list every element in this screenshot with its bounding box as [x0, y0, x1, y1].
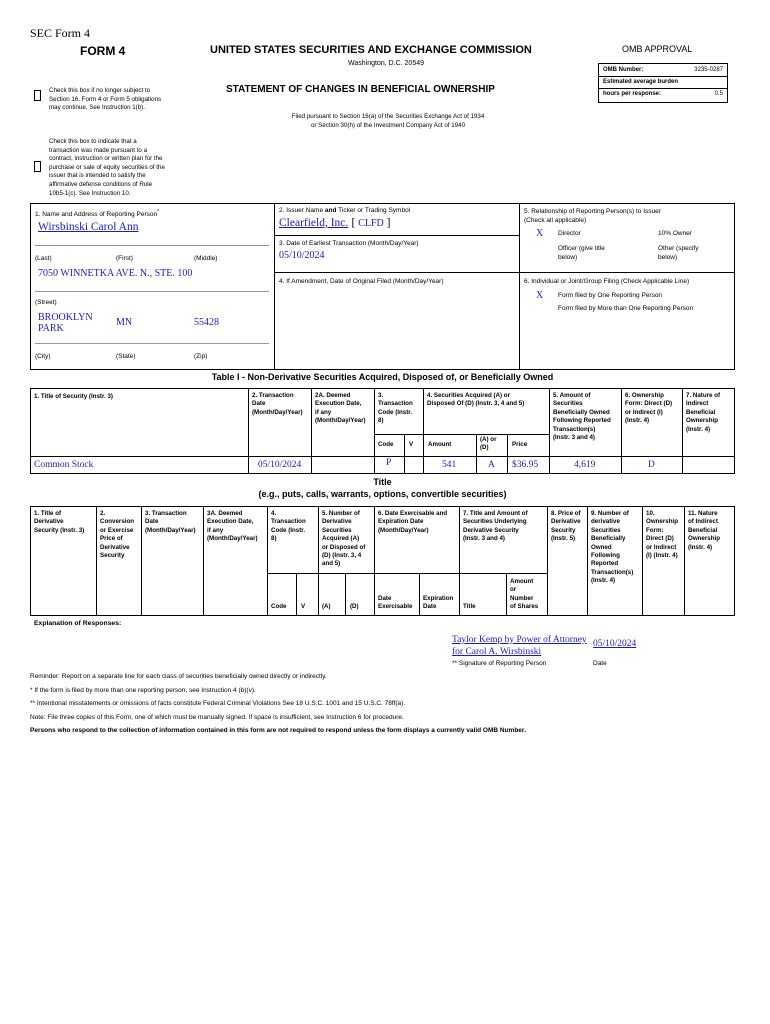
other-label: Other (specify below)	[658, 245, 699, 261]
t1-h6: 6. Ownership Form: Direct (D) or Indirect (I) (Instr. 4)	[625, 392, 673, 425]
filed-pursuant: Filed pursuant to Section 16(a) of the Securities Exchange Act of 1934 or Section 30(h) of the Investment Company Act of 1940	[291, 113, 485, 129]
multi-person-label: Form filed by More than One Reporting Person	[558, 305, 694, 312]
t1-h2a: 2A. Deemed Execution Date, if any (Month/Day/Year)	[315, 392, 366, 425]
street-address: 7050 WINNETKA AVE. N., STE. 100	[38, 268, 193, 279]
t2-h3: 3. Transaction Date (Month/Day/Year)	[145, 510, 196, 534]
rule10b5-checkbox[interactable]	[34, 161, 41, 172]
omb-approval-title: OMB APPROVAL	[622, 44, 693, 54]
state-label: (State)	[116, 353, 136, 360]
t2-h9: 9. Number of derivative Securities Beneficially Owned Following Reported Transaction(s) (Instr. 4)	[591, 510, 634, 585]
t1-h4: 4. Securities Acquired (A) or Disposed Of (D) (Instr. 3, 4 and 5)	[427, 392, 525, 408]
t2-h7: 7. Title and Amount of Securities Underlying Derivative Security (Instr. 3 and 4)	[463, 510, 528, 543]
table1-title: Table I - Non-Derivative Securities Acquired, Disposed of, or Beneficially Owned	[211, 372, 554, 382]
t2-h6: 6. Date Exercisable and Expiration Date (Month/Day/Year)	[378, 510, 448, 534]
t1-row-form: D	[648, 460, 655, 470]
t2-expiration-header: Expiration Date	[423, 595, 454, 611]
t1-h5: 5. Amount of Securities Beneficially Owned Following Reported Transaction(s) (Instr. 3 and 4)	[553, 392, 611, 442]
t1-row-owned: 4,619	[574, 460, 596, 470]
rule10b5-text: Check this box to indicate that a transaction was made pursuant to a contract, instruction or written plan for the purchase or sale of equity securities of the issuer that is intended to satisfy the affirmative defense conditions of Rule 10b5-1(c). See Instruction 10.	[49, 138, 165, 197]
one-person-label: Form filed by One Reporting Person	[558, 292, 663, 299]
t2-h10: 10. Ownership Form: Direct (D) or Indirect (I) (Instr. 4)	[646, 510, 678, 560]
t1-row-code: P	[386, 458, 392, 468]
reporting-person-label: 1. Name and Address of Reporting Person*	[35, 209, 160, 219]
agency-location: Washington, D.C. 20549	[348, 60, 425, 67]
omb-number-label: OMB Number:	[603, 67, 644, 73]
reminder-note: Reminder: Report on a separate line for each class of securities beneficially owned directly or indirectly.	[30, 673, 327, 680]
amendment-label: 4. If Amendment, Date of Original Filed (Month/Day/Year)	[279, 278, 444, 285]
t2-h11: 11. Nature of Indirect Beneficial Ownership (Instr. 4)	[688, 510, 720, 551]
issuer-name: Clearfield, Inc.	[279, 217, 349, 229]
ten-percent-owner-label: 10% Owner	[658, 230, 692, 237]
t1-v-header: V	[409, 441, 414, 448]
signature-label: ** Signature of Reporting Person	[452, 660, 547, 667]
t1-row-amount: 541	[442, 460, 457, 470]
t1-row-aord: A	[488, 460, 495, 470]
t2-h2: 2. Conversion or Exercise Price of Derivative Security	[100, 510, 135, 560]
t1-row-title: Common Stock	[34, 460, 94, 470]
t2-h5: 5. Number of Derivative Securities Acquired (A) or Disposed of (D) (Instr. 3, 4 and 5)	[322, 510, 366, 568]
issuer-label: 2. Issuer Name and Ticker or Trading Symbol	[279, 207, 411, 214]
explanation-label: Explanation of Responses:	[34, 620, 122, 627]
t2-amount-header: Amount or Number of Shares	[510, 578, 539, 611]
t2-d-header: (D)	[350, 603, 359, 610]
city-label: (City)	[35, 353, 51, 360]
t1-row-date: 05/10/2024	[258, 460, 302, 470]
relationship-label: 5. Relationship of Reporting Person(s) to Issuer (Check all applicable)	[524, 208, 661, 224]
officer-label: Officer (give title below)	[558, 245, 605, 261]
signature: Taylor Kemp by Power of Attorney for Carol A. Wirsbinski	[452, 635, 587, 657]
t1-row-price: $36.95	[512, 460, 539, 470]
t2-h8: 8. Price of Derivative Security (Instr. 5)	[551, 510, 581, 543]
t2-title-header: Title	[463, 603, 476, 610]
t1-h7: 7. Nature of Indirect Beneficial Ownership (Instr. 4)	[686, 392, 721, 433]
multi-person-note: * If the form is filed by more than one reporting person, see Instruction 4 (b)(v).	[30, 687, 256, 694]
t2-code-header: Code	[271, 603, 287, 610]
omb-box	[598, 63, 728, 103]
issuer-name-line: Clearfield, Inc. [ CLFD ]	[279, 217, 391, 229]
zip-label: (Zip)	[194, 353, 208, 360]
omb-hours-label: hours per response:	[603, 91, 662, 97]
earliest-transaction-label: 3. Date of Earliest Transaction (Month/Day/Year)	[279, 240, 419, 247]
reporting-person-name: Wirsbinski Carol Ann	[38, 221, 139, 233]
filing-label: 6. Individual or Joint/Group Filing (Check Applicable Line)	[524, 278, 690, 285]
zip: 55428	[194, 317, 219, 328]
copies-note: Note: File three copies of this Form, one of which must be manually signed. If space is insufficient, see Instruction 6 for procedure.	[30, 714, 404, 721]
ticker-symbol: CLFD	[358, 218, 384, 229]
t1-price-header: Price	[512, 441, 528, 448]
section16-text: Check this box if no longer subject to Section 16. Form 4 or Form 5 obligations may continue. See Instruction 1(b).	[49, 87, 162, 112]
earliest-transaction-date: 05/10/2024	[279, 250, 325, 261]
t1-amount-header: Amount	[428, 441, 452, 448]
table2-title: Title (e.g., puts, calls, warrants, options, convertible securities)	[258, 477, 507, 499]
signature-date: 05/10/2024	[593, 639, 637, 649]
statement-title: STATEMENT OF CHANGES IN BENEFICIAL OWNERSHIP	[226, 84, 495, 95]
omb-number: 3235-0287	[694, 67, 723, 73]
violations-note: ** Intentional misstatements or omissions of facts constitute Federal Criminal Violations See 18 U.S.C. 1001 and 15 U.S.C. 78ff(a).	[30, 700, 406, 707]
date-label: Date	[593, 660, 607, 667]
t2-h3a: 3A. Deemed Execution Date, if any (Month/Day/Year)	[207, 510, 258, 543]
street-label: (Street)	[35, 299, 57, 306]
director-label: Director	[558, 230, 581, 237]
t1-code-header: Code	[378, 441, 394, 448]
omb-burden-label: Estimated average burden	[603, 79, 679, 85]
t2-v-header: V	[301, 603, 306, 610]
section16-checkbox[interactable]	[34, 90, 41, 101]
form-title: FORM 4	[80, 44, 126, 58]
t1-h2: 2. Transaction Date (Month/Day/Year)	[252, 392, 303, 416]
agency-title: UNITED STATES SECURITIES AND EXCHANGE COMMISSION	[210, 44, 532, 56]
last-label: (Last)	[35, 255, 52, 262]
t1-h1: 1. Title of Security (Instr. 3)	[34, 393, 113, 400]
director-mark[interactable]: X	[536, 228, 544, 239]
state: MN	[116, 317, 133, 328]
t2-date-exercisable-header: Date Exercisable	[378, 595, 413, 611]
city: BROOKLYN PARK	[38, 312, 93, 334]
t2-h1: 1. Title of Derivative Security (Instr. 3)	[34, 510, 85, 534]
first-label: (First)	[116, 255, 133, 262]
middle-label: (Middle)	[194, 255, 218, 262]
sec-form-label: SEC Form 4	[30, 26, 91, 40]
omb-disclaimer: Persons who respond to the collection of information contained in this form are not required to respond unless the form displays a currently valid OMB Number.	[30, 727, 526, 734]
t1-aord-header: (A) or (D)	[480, 436, 497, 452]
one-person-mark[interactable]: X	[536, 290, 544, 301]
t1-h3: 3. Transaction Code (Instr. 8)	[378, 392, 413, 425]
omb-hours: 0.5	[714, 91, 723, 97]
t2-a-header: (A)	[322, 603, 331, 610]
t2-h4: 4. Transaction Code (Instr. 8)	[271, 510, 306, 543]
